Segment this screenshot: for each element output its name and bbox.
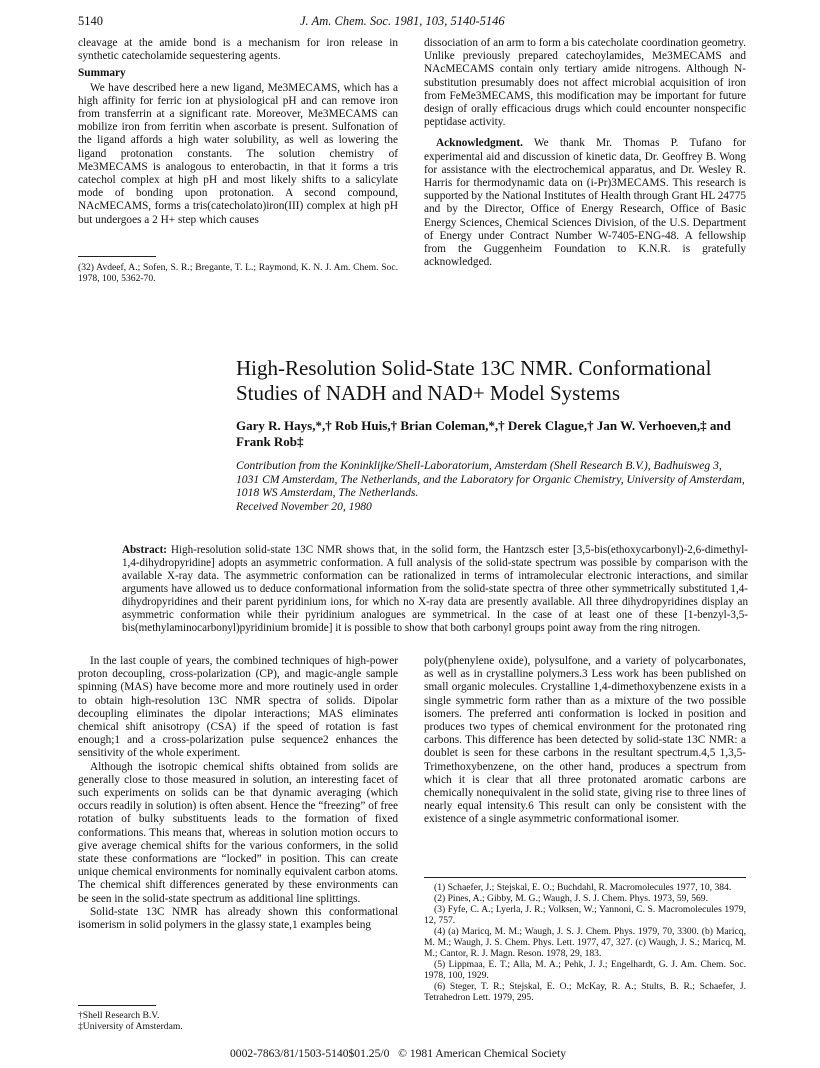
affiliation-block <box>236 459 746 513</box>
abstract <box>122 544 748 635</box>
abstract-label: Abstract: <box>122 544 167 556</box>
article-code: 0002-7863/81/1503-5140$01.25/0 <box>230 1047 390 1060</box>
copyright-line <box>230 1047 566 1060</box>
prev-article-intro: cleavage at the amide bond is a mechanism for iron release in synthetic catecholamide sequestering agents. <box>78 37 398 63</box>
abstract-text: High-resolution solid-state 13C NMR shows that, in the solid form, the Hantzsch ester [3,5-bis(ethoxycarbonyl)-2,6-dimethyl-1,4-dihydropyridine] adopts an asymmetric conformation. A full analysis of the solid-state spectrum was possible by comparison with the available X-ray data. The asymmetric conformation can be rationalized in terms of intramolecular electronic interactions, and similar arguments have allowed us to deduce conformational information from the solid-state spectra of three other symmetrically substituted 1,4-dihydropyridines and their parent pyridinium ions, for which no X-ray data are presently available. All three dihydropyridines display an asymmetric conformation while their pyridinium analogues are symmetrical. In the case of at least one of these [1-benzyl-3,5-bis(methylaminocarbonyl)pyridinium bromide] it is possible to show that both carbonyl groups point away from the ring nitrogen. <box>122 544 748 634</box>
reference-item: (6) Steger, T. R.; Stejskal, E. O.; McKay, R. A.; Stults, B. R.; Schaefer, J. Tetrahedron Lett. 1979, 295. <box>424 981 746 1003</box>
author-list <box>236 418 756 450</box>
title-line-1: High-Resolution Solid-State 13C NMR. Conformational <box>236 356 712 380</box>
footnote-32: (32) Avdeef, A.; Sofen, S. R.; Bregante, T. L.; Raymond, K. N. J. Am. Chem. Soc. 1978, 100, 5362-70. <box>78 262 398 284</box>
body-right-column <box>424 655 746 827</box>
prev-article-continuation: dissociation of an arm to form a bis catecholate coordination geometry. Unlike previously prepared catechoylamides, Me3MECAMS and NAcMECAMS contain only tertiary amide nitrogens. Although N-substitution presumably does not affect microbial acquisition of iron from FeMe3MECAMS, this modification may be important for future design of orally efficacious drugs which could encounter nonspecific peptidase activity. <box>424 37 746 129</box>
footnote-shell: †Shell Research B.V. <box>78 1010 160 1021</box>
received-date: Received November 20, 1980 <box>236 499 372 513</box>
prev-article-right-column <box>424 37 746 269</box>
footnote-amsterdam: ‡University of Amsterdam. <box>78 1021 183 1032</box>
acknowledgment-label: Acknowledgment. <box>436 137 523 150</box>
body-paragraph-3: Solid-state 13C NMR has already shown this conformational isomerism in solid polymers in the glassy state,1 examples being <box>78 905 398 932</box>
authors-line-1: Gary R. Hays,*,† Rob Huis,† Brian Coleman,*,† Derek Clague,† Jan W. Verhoeven,‡ and <box>236 418 731 433</box>
prev-article-left-column <box>78 37 398 227</box>
page-number: 5140 <box>78 14 103 28</box>
reference-item: (5) Lippmaa, E. T.; Alla, M. A.; Pehk, J. J.; Engelhardt, G. J. Am. Chem. Soc. 1978, 100, 1929. <box>424 959 746 981</box>
affiliation-footnote-rule <box>78 1005 156 1006</box>
affiliation: Contribution from the Koninklijke/Shell-Laboratorium, Amsterdam (Shell Research B.V.), Badhuisweg 3, 1031 CM Amsterdam, The Netherlands, and the Laboratory for Organic Chemistry, University of Amsterdam, 1018 WS Amsterdam, The Netherlands. <box>236 459 745 499</box>
acknowledgment-paragraph <box>424 137 746 269</box>
body-left-column <box>78 655 398 932</box>
article-title <box>236 356 776 406</box>
copyright: © 1981 American Chemical Society <box>398 1047 566 1060</box>
reference-item: (1) Schaefer, J.; Stejskal, E. O.; Buchdahl, R. Macromolecules 1977, 10, 384. <box>434 882 732 893</box>
summary-heading: Summary <box>78 67 126 80</box>
footnote-rule <box>78 256 156 257</box>
summary-paragraph: We have described here a new ligand, Me3MECAMS, which has a high affinity for ferric ion at physiological pH and can remove iron from transferrin at a significant rate. Moreover, Me3MECAMS can mobilize iron from ferritin when ascorbate is present. Sulfonation of the ligand affords a high water solubility, as well as lowering the ligand protonation constants. The solution chemistry of Me3MECAMS is analogous to enterobactin, in that it forms a tris catechol complex at high pH and most likely shifts to a salicylate mode of bonding upon protonation. A second compound, NAcMECAMS, forms a tris(catecholato)iron(III) complex at high pH but undergoes a 2 H+ step which causes <box>78 81 398 226</box>
reference-item: (2) Pines, A.; Gibby, M. G.; Waugh, J. S. J. Chem. Phys. 1973, 59, 569. <box>434 893 708 904</box>
title-line-2: Studies of NADH and NAD+ Model Systems <box>236 381 620 405</box>
references-rule <box>424 877 746 878</box>
authors-line-2: Frank Rob‡ <box>236 434 304 449</box>
acknowledgment-text: We thank Mr. Thomas P. Tufano for experimental aid and discussion of kinetic data, Dr. Geoffrey B. Wong for assistance with the electrochemical apparatus, and Dr. Wesley R. Harris for thermodynamic data on (i-Pr)3MECAMS. This research is supported by the National Institutes of Health through Grant HL 24775 and by the Director, Office of Energy Research, Office of Basic Energy Sciences, Chemical Sciences Division, of the U.S. Department of Energy under Contract Number W-7405-ENG-48. A fellowship from the Guggenheim Foundation to K.N.R. is gratefully acknowledged. <box>424 137 747 269</box>
body-right-paragraph: poly(phenylene oxide), polysulfone, and a variety of polycarbonates, as well as in crystalline polymers.3 Less work has been published on small organic molecules. Crystalline 1,4-dimethoxybenzene exists in a single symmetric form rather than as a mixture of the two possible isomers. The preferred anti conformation is locked in position and produces two types of chemical environment for the protonated ring carbons. This difference has been detected by solid-state 13C NMR: a doublet is seen for these carbons in the resultant spectrum.4,5 1,3,5-Trimethoxybenzene, on the other hand, produces a spectrum from which it is clear that all three protonated aromatic carbons are chemically nonequivalent in the solid state, giving rise to three lines of nearly equal intensity.6 This result can only be consistent with the existence of a single asymmetric conformational isomer. <box>424 655 746 826</box>
body-paragraph-2: Although the isotropic chemical shifts obtained from solids are generally close to those measured in solution, an interesting facet of such experiments on solids can be that dynamic averaging (which occurs readily in solution) is often absent. Hence the “freezing” of free rotation of bulky substituents leads to the formation of fixed conformations. This means that, whereas in solution motion occurs to give average chemical shifts for the various conformers, in the solid state these conformations are “locked” in position. This can create unique chemical environments for nominally equivalent carbon atoms. The chemical shift differences generated by these environments can be seen in the solid-state spectrum as additional line splittings. <box>78 760 398 905</box>
reference-item: (3) Fyfe, C. A.; Lyerla, J. R.; Volksen, W.; Yannoni, C. S. Macromolecules 1979, 12, 757. <box>424 904 746 926</box>
body-paragraph-1: In the last couple of years, the combined techniques of high-power proton decoupling, cross-polarization (CP), and magic-angle sample spinning (MAS) have become more and more routinely used in order to obtain high-resolution 13C NMR spectra of solids. Dipolar decoupling eliminates the dipolar interactions; MAS eliminates chemical shift anisotropy (CSA) if the speed of rotation is fast enough;1 and a cross-polarization pulse sequence2 enhances the sensitivity of the whole experiment. <box>78 655 398 760</box>
references-list <box>424 882 746 1003</box>
journal-running-head: J. Am. Chem. Soc. 1981, 103, 5140-5146 <box>300 14 505 28</box>
reference-item: (4) (a) Maricq, M. M.; Waugh, J. S. J. Chem. Phys. 1979, 70, 3300. (b) Maricq, M. M.; Waugh, J. S. Chem. Phys. Lett. 1977, 47, 327. (c) Waugh, J. S.; Maricq, M. M.; Cantor, R. J. Magn. Reson. 1978, 29, 183. <box>424 926 746 959</box>
affiliation-footnotes <box>78 1010 398 1032</box>
